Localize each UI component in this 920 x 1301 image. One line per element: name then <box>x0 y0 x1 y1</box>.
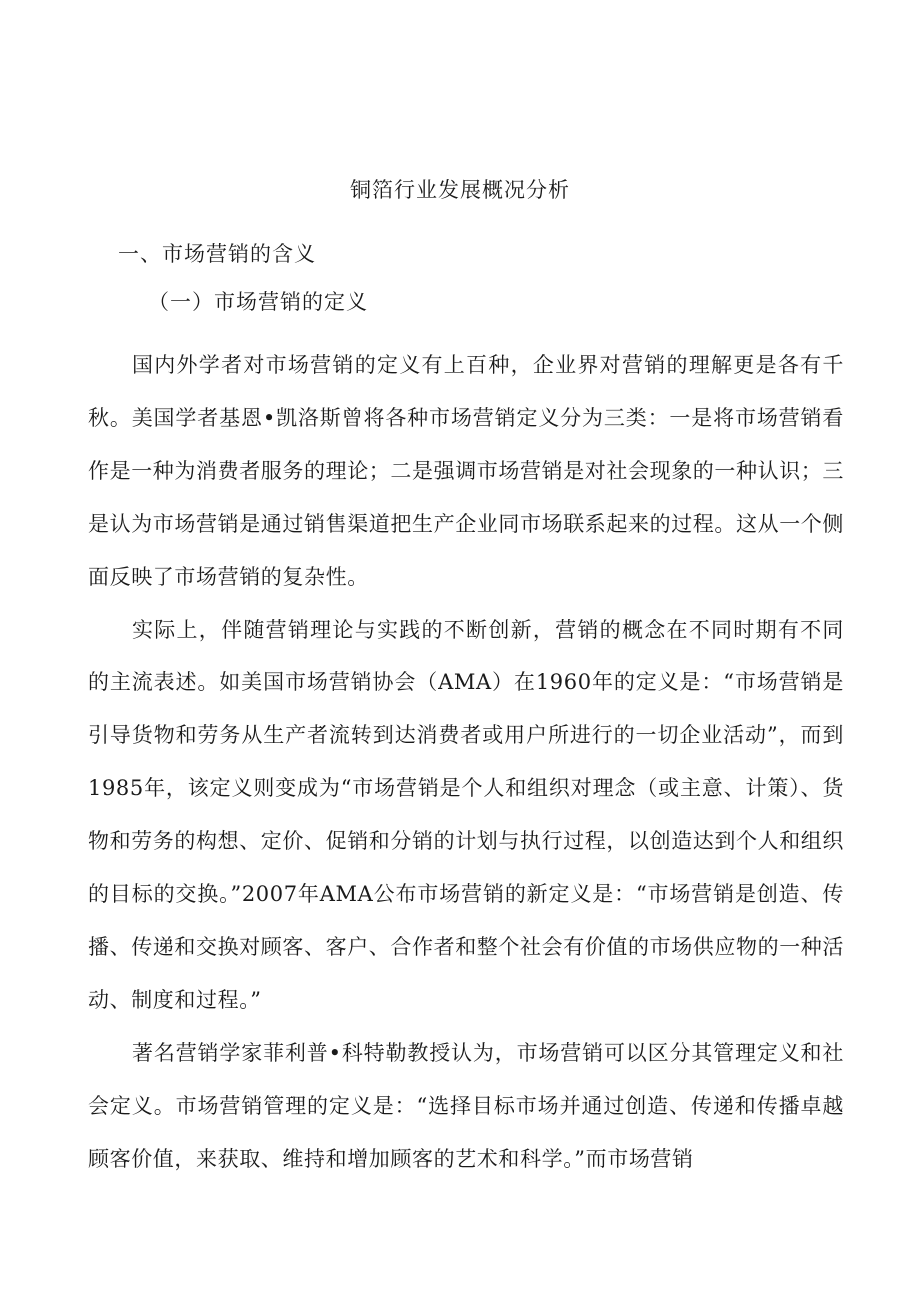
paragraph-1: 国内外学者对市场营销的定义有上百种，企业界对营销的理解更是各有千秋。美国学者基恩•凯洛斯曾将各种市场营销定义分为三类：一是将市场营销看作是一种为消费者服务的理论；二是强调市场营销是对社会现象的一种认识；三是认为市场营销是通过销售渠道把生产企业同市场联系起来的过程。这从一个侧面反映了市场营销的复杂性。 <box>88 353 844 589</box>
document-title: 铜箔行业发展概况分析 <box>350 178 570 202</box>
paragraph-3: 著名营销学家菲利普•科特勒教授认为，市场营销可以区分其管理定义和社会定义。市场营销管理的定义是：“选择目标市场并通过创造、传递和传播卓越顾客价值，来获取、维持和增加顾客的艺术和科学。”而市场营销 <box>88 1040 844 1171</box>
section-heading: 一、市场营销的含义 <box>118 242 316 266</box>
paragraph-2: 实际上，伴随营销理论与实践的不断创新，营销的概念在不同时期有不同的主流表述。如美国市场营销协会（AMA）在1960年的定义是：“市场营销是引导货物和劳务从生产者流转到达消费者或用户所进行的一切企业活动”，而到1985年，该定义则变成为“市场营销是个人和组织对理念（或主意、计策）、货物和劳务的构想、定价、促销和分销的计划与执行过程，以创造达到个人和组织的目标的交换。”2007年AMA公布市场营销的新定义是：“市场营销是创造、传播、传递和交换对顾客、客户、合作者和整个社会有价值的市场供应物的一种活动、制度和过程。” <box>88 617 844 1012</box>
body-text <box>88 339 844 1186</box>
subsection-heading: （一）市场营销的定义 <box>148 290 368 314</box>
